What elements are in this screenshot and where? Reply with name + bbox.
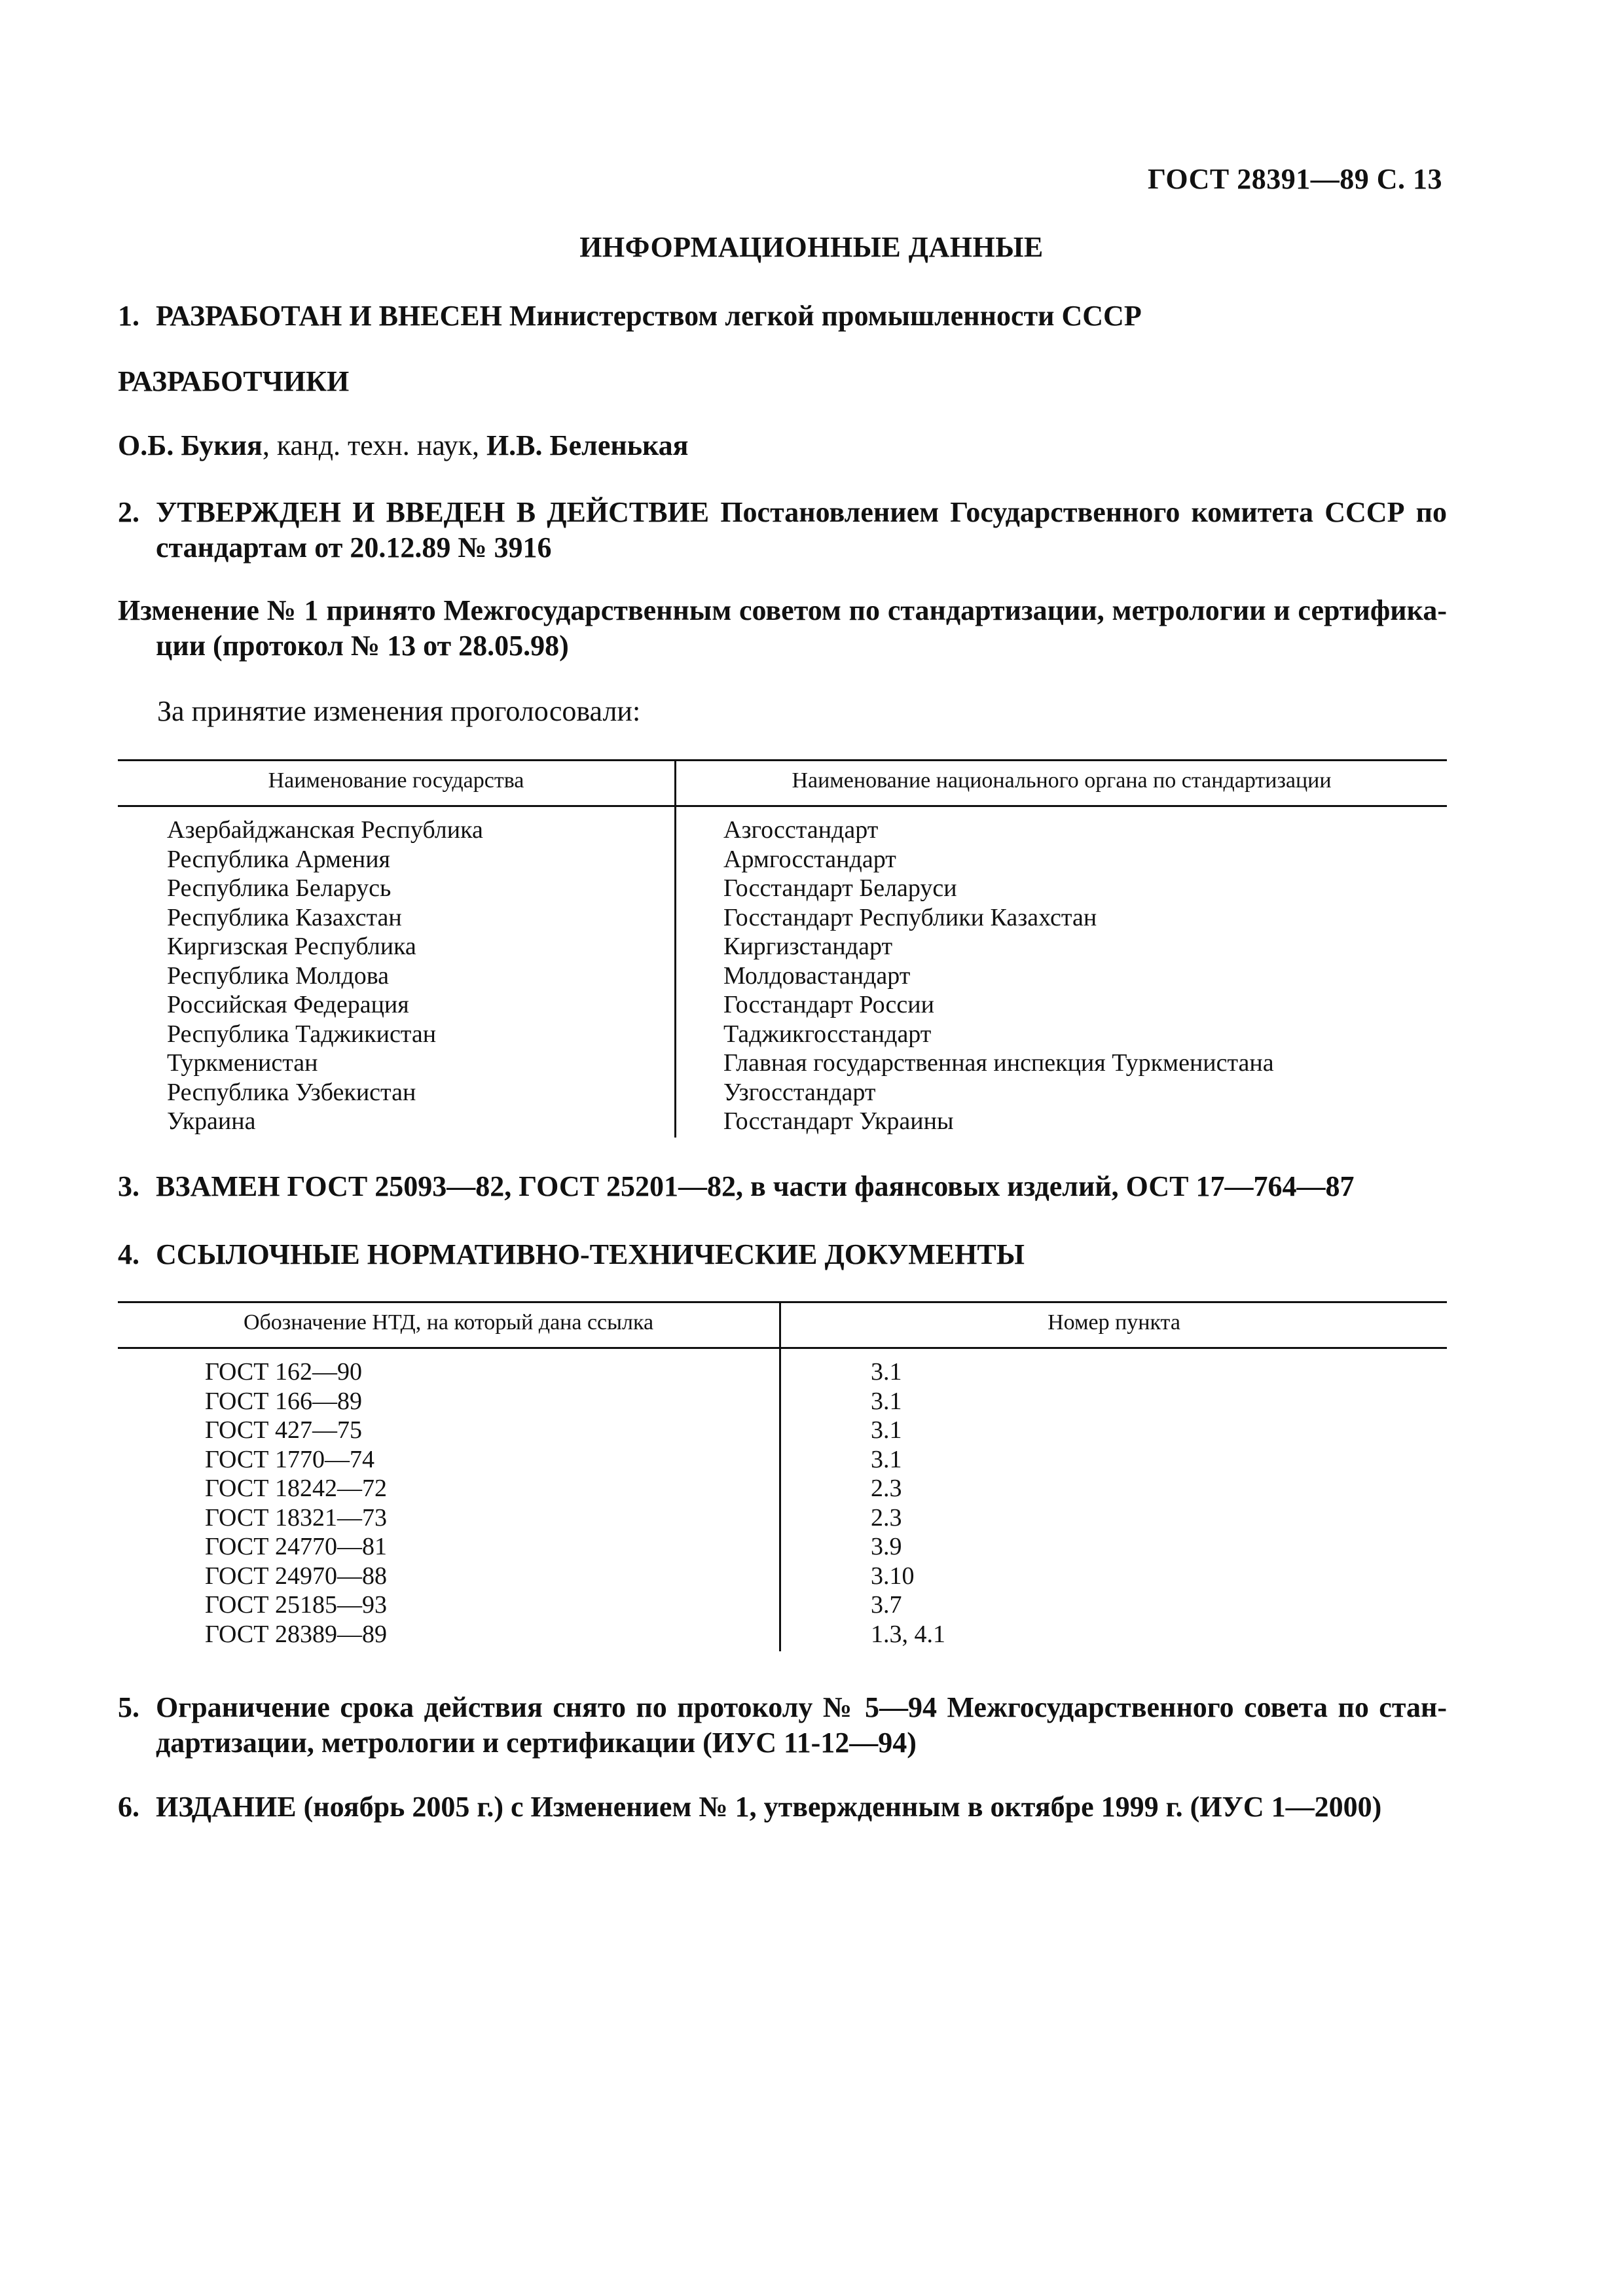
table-column-clause — [871, 1357, 945, 1649]
item-lead: УТВЕРЖДЕН И ВВЕДЕН В ДЕЙСТВИЕ — [156, 496, 710, 528]
table-cell-clause: 3.7 — [871, 1591, 902, 1619]
item-number: 1. — [118, 300, 139, 332]
item-text — [156, 298, 1447, 334]
table-cell-body: Азгосстандарт — [723, 816, 879, 844]
table-cell-body: Таджикгосстандарт — [723, 1020, 932, 1048]
table-cell-document: ГОСТ 18321—73 — [205, 1503, 387, 1532]
table-header-rule — [118, 805, 1447, 807]
item-lead: ВЗАМЕН ГОСТ 25093—82, ГОСТ 25201—82, — [156, 1170, 744, 1202]
table-cell-body: Киргизстандарт — [723, 933, 893, 960]
table-cell-document: ГОСТ 162—90 — [205, 1358, 362, 1386]
section-title: ИНФОРМАЦИОННЫЕ ДАННЫЕ — [579, 231, 1044, 263]
table-column-document — [205, 1357, 387, 1649]
table-cell-country: Республика Беларусь — [167, 874, 392, 902]
developer-name-2: И.В. Беленькая — [486, 429, 689, 461]
table-cell-document: ГОСТ 18242—72 — [205, 1475, 387, 1502]
item-text: Ограничение срока действия снято по протоколу № 5—94 Межгосударственного совета по стан- дартизации, метрологии и сертификации (ИУС 11-12—94) — [156, 1691, 1447, 1759]
developers-heading: РАЗРАБОТЧИКИ — [118, 365, 350, 397]
table-header-clause: Номер пункта — [1048, 1310, 1180, 1335]
table-cell-document: ГОСТ 24770—81 — [205, 1533, 387, 1560]
page-header: ГОСТ 28391—89 С. 13 — [1147, 163, 1442, 195]
table-cell-country: Украина — [167, 1107, 256, 1135]
item-text — [156, 1169, 1447, 1204]
table-cell-body: Главная государственная инспекция Туркменистана — [723, 1049, 1274, 1077]
table-cell-body: Госстандарт Республики Казахстан — [723, 903, 1097, 931]
table-cell-country: Республика Таджикистан — [167, 1020, 437, 1048]
table-cell-country: Республика Армения — [167, 845, 391, 873]
table-cell-clause: 3.1 — [871, 1416, 902, 1444]
item-text: ИЗДАНИЕ (ноябрь 2005 г.) с Изменением № 1, утвержденным в октябре 1999 г. (ИУС 1—2000) — [156, 1791, 1382, 1823]
table-cell-body: Молдовастандарт — [723, 961, 911, 990]
table-cell-clause: 3.10 — [871, 1562, 915, 1590]
item-number: 6. — [118, 1791, 139, 1823]
table-cell-clause: 1.3, 4.1 — [871, 1620, 945, 1648]
table-cell-document: ГОСТ 1770—74 — [205, 1445, 374, 1473]
table-cell-body: Узгосстандарт — [723, 1078, 876, 1106]
table-cell-document: ГОСТ 24970—88 — [205, 1562, 387, 1590]
item-rest: в части фаянсовых изделий, ОСТ 17—764—87 — [743, 1170, 1355, 1202]
table-cell-body: Госстандарт России — [723, 991, 934, 1018]
table-cell-country: Республика Казахстан — [167, 903, 402, 931]
table-cell-country: Туркменистан — [167, 1049, 318, 1077]
item-number: 2. — [118, 496, 139, 528]
change-line-2: ции (протокол № 13 от 28.05.98) — [156, 630, 569, 662]
table-cell-document: ГОСТ 427—75 — [205, 1416, 362, 1444]
table-cell-document: ГОСТ 25185—93 — [205, 1591, 387, 1619]
table-cell-country: Республика Молдова — [167, 961, 390, 990]
table-cell-clause: 3.1 — [871, 1445, 902, 1473]
item-rest: Министерством легкой промышленности СССР — [501, 300, 1142, 332]
table-cell-country: Азербайджанская Республика — [167, 816, 483, 844]
table-top-rule — [118, 1301, 1447, 1303]
table-cell-body: Армгосстандарт — [723, 845, 896, 873]
item-text: ССЫЛОЧНЫЕ НОРМАТИВНО-ТЕХНИЧЕСКИЕ ДОКУМЕНТЫ — [156, 1238, 1025, 1270]
table-cell-clause: 3.9 — [871, 1533, 902, 1560]
item-rest: Постановлением Государственного комитета СССР по стандартам от 20.12.89 № 3916 — [156, 496, 1447, 564]
item-lead: РАЗРАБОТАН И ВНЕСЕН — [156, 300, 502, 332]
change-line-1: Изменение № 1 принято Межгосударственным советом по стандартизации, метрологии и сертифика- — [118, 594, 1447, 626]
table-cell-document: ГОСТ 28389—89 — [205, 1620, 387, 1648]
table-cell-clause: 2.3 — [871, 1475, 902, 1502]
table-column-body — [723, 816, 1274, 1136]
vote-intro: За принятие изменения проголосовали: — [157, 695, 641, 727]
table-column-divider — [674, 759, 676, 1138]
developer-degree: , канд. техн. наук, — [262, 429, 486, 461]
table-cell-body: Госстандарт Украины — [723, 1107, 954, 1135]
item-number: 4. — [118, 1238, 139, 1270]
table-cell-body: Госстандарт Беларуси — [723, 874, 957, 902]
item-number: 3. — [118, 1170, 139, 1202]
table-column-country — [167, 816, 483, 1136]
table-cell-clause: 3.1 — [871, 1387, 902, 1415]
table-column-divider — [779, 1301, 781, 1651]
table-cell-document: ГОСТ 166—89 — [205, 1387, 362, 1415]
table-cell-country: Киргизская Республика — [167, 933, 416, 960]
voting-table — [118, 759, 1447, 1139]
table-header-body: Наименование национального органа по стандартизации — [792, 768, 1332, 793]
developer-name-1: О.Б. Букия — [118, 429, 263, 461]
item-text — [156, 495, 1447, 565]
table-header-rule — [118, 1347, 1447, 1349]
table-top-rule — [118, 759, 1447, 761]
table-cell-clause: 2.3 — [871, 1503, 902, 1532]
table-header-country: Наименование государства — [268, 768, 524, 793]
developers-line — [118, 428, 1447, 463]
item-number: 5. — [118, 1691, 139, 1723]
table-cell-clause: 3.1 — [871, 1358, 902, 1386]
table-header-document: Обозначение НТД, на который дана ссылка — [243, 1310, 654, 1335]
table-cell-country: Российская Федерация — [167, 991, 409, 1018]
table-cell-country: Республика Узбекистан — [167, 1078, 416, 1106]
references-table — [118, 1301, 1447, 1655]
